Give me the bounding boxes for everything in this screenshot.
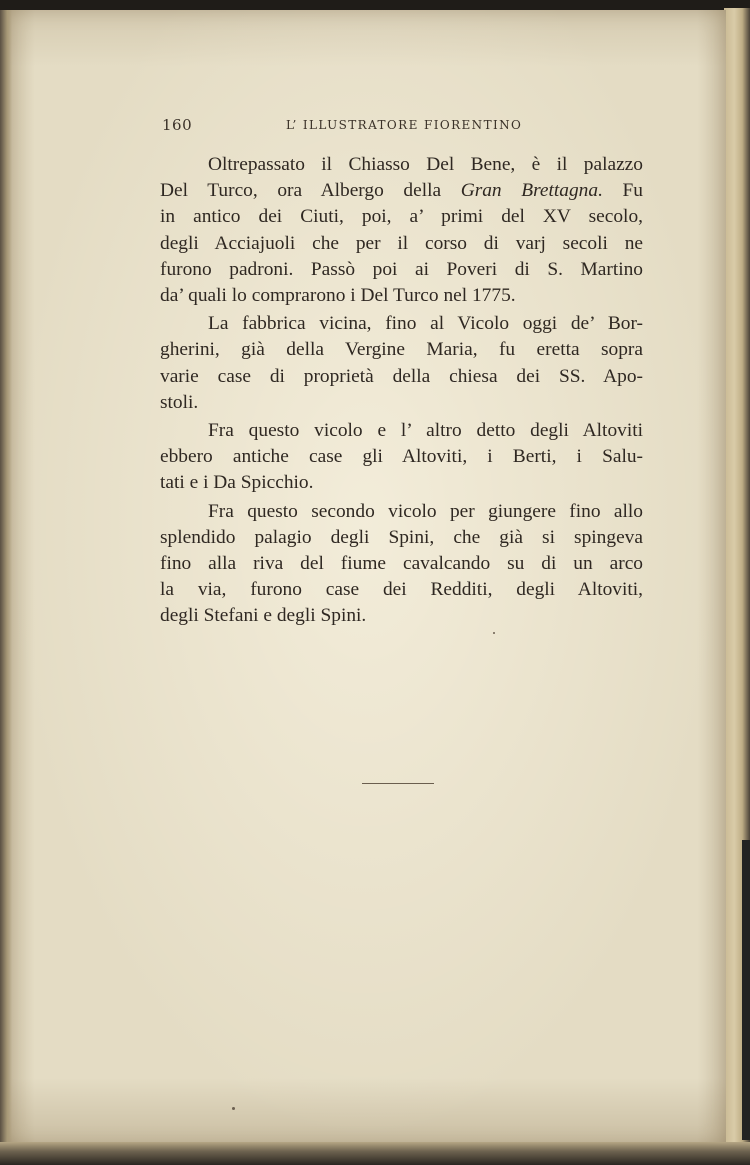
binding-shadow [742, 840, 750, 1140]
text-line: La fabbrica vicina, fino al Vicolo oggi de’ Bor- [208, 313, 643, 335]
text-line: tati e i Da Spicchio. [160, 472, 314, 494]
body-text [160, 152, 643, 630]
text-line: varie case di proprietà della chiesa dei SS. Apo- [160, 365, 643, 387]
end-of-section-rule [362, 783, 434, 784]
paragraph [160, 311, 643, 416]
text-line: gherini, già della Vergine Maria, fu eretta sopra [160, 339, 643, 361]
paragraph [160, 418, 643, 497]
text-line: stoli. [160, 391, 199, 413]
text-line: Fra questo secondo vicolo per giungere fino allo [208, 500, 643, 522]
text-line: degli Stefani e degli Spini. [160, 605, 367, 627]
page-bottom-edge [0, 1142, 750, 1165]
paper-speck [493, 632, 495, 634]
text-line: Del Turco, ora Albergo della Gran Brettagna. Fu [160, 180, 644, 202]
text-line: la via, furono case dei Redditi, degli Altoviti, [160, 579, 643, 601]
page-gutter-shadow [0, 10, 12, 1150]
text-line: furono padroni. Passò poi ai Poveri di S. Martino [160, 258, 643, 280]
text-line: ebbero antiche case gli Altoviti, i Berti, i Salu- [160, 446, 643, 468]
running-header [162, 116, 642, 136]
page-number: 160 [162, 116, 193, 134]
text-line: da’ quali lo comprarono i Del Turco nel 1775. [160, 285, 516, 307]
text-line: fino alla riva del fiume cavalcando su di un arco [160, 553, 643, 575]
paragraph [160, 499, 643, 630]
text-line: Fra questo vicolo e l’ altro detto degli Altoviti [208, 420, 643, 442]
text-line: degli Acciajuoli che per il corso di varj secoli ne [160, 232, 643, 254]
running-title: L’ ILLUSTRATORE FIORENTINO [286, 118, 523, 132]
text-line: Oltrepassato il Chiasso Del Bene, è il palazzo [208, 154, 643, 175]
text-line: splendido palagio degli Spini, che già si spingeva [160, 526, 643, 548]
paper-speck [232, 1107, 235, 1110]
text-line: in antico dei Ciuti, poi, a’ primi del XV secolo, [160, 206, 643, 228]
paragraph [160, 152, 643, 309]
